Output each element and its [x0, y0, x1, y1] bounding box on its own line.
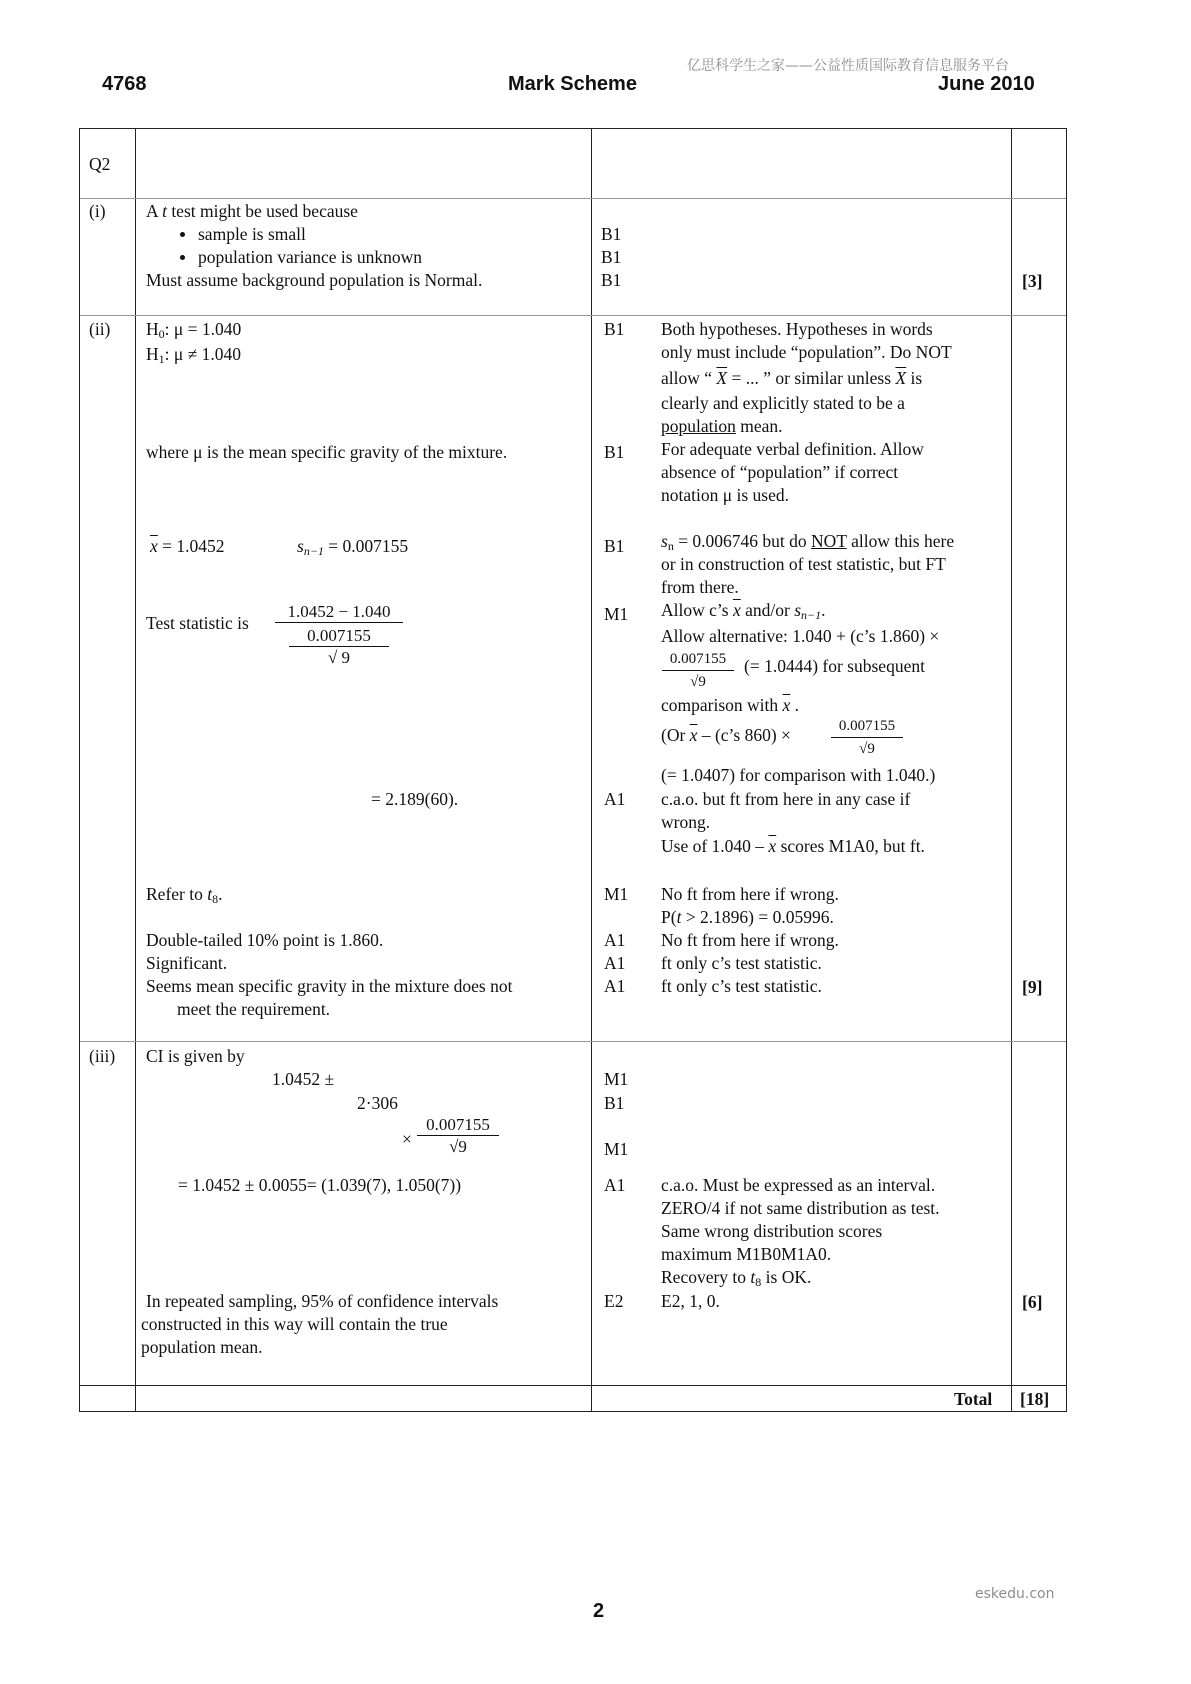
- comment: clearly and explicitly stated to be a: [661, 393, 905, 413]
- part-label: (i): [89, 201, 106, 221]
- test-statistic-label: Test statistic is: [146, 613, 249, 633]
- comment: allow “ $\overline{X}$ = ... ” or similar unless $\overline{X}$ is: [661, 368, 923, 388]
- comment: E2, 1, 0.: [661, 1291, 720, 1311]
- ci-intro: CI is given by: [146, 1046, 245, 1066]
- comment-fraction: [831, 716, 903, 760]
- comment: absence of “population” if correct: [661, 462, 899, 482]
- comment: c.a.o. Must be expressed as an interval.: [661, 1175, 936, 1195]
- part-total: [9]: [1022, 977, 1043, 997]
- comment: notation μ is used.: [661, 485, 789, 505]
- bullet-icon: [180, 255, 185, 260]
- comment: No ft from here if wrong.: [661, 884, 839, 904]
- total-label: Total: [954, 1389, 993, 1409]
- comment: Recovery to $t_8$ is OK.: [661, 1267, 812, 1289]
- sample-sd: $s_{n-1} = 0.007155$: [297, 536, 409, 558]
- comment: Allow alternative: 1.040 + (c’s 1.860) ×: [661, 626, 940, 646]
- comment: wrong.: [661, 812, 711, 832]
- part-label: (ii): [89, 319, 111, 339]
- fraction-denominator-denominator: √ 9: [327, 648, 351, 667]
- ci-result: = 1.0452 ± 0.0055= (1.039(7), 1.050(7)): [178, 1175, 462, 1195]
- comment: from there.: [661, 577, 739, 597]
- total-value: [18]: [1020, 1389, 1050, 1409]
- mark: A1: [604, 976, 626, 996]
- mark: M1: [604, 884, 629, 904]
- comment: P(t > 2.1896) = 0.05996.: [661, 907, 834, 927]
- comment: ZERO/4 if not same distribution as test.: [661, 1198, 940, 1218]
- mark: B1: [601, 270, 622, 290]
- mark: B1: [601, 247, 622, 267]
- interpretation-line-2: constructed in this way will contain the true: [141, 1314, 448, 1334]
- comment: No ft from here if wrong.: [661, 930, 839, 950]
- exam-date: June 2010: [938, 73, 1035, 95]
- mark: B1: [604, 442, 625, 462]
- comment: Same wrong distribution scores: [661, 1221, 883, 1241]
- row-divider: [80, 1041, 1066, 1042]
- part-i-intro: A t test might be used because: [146, 201, 358, 221]
- times-sign: ×: [402, 1129, 412, 1149]
- null-hypothesis: $H_0$: μ = 1.040: [146, 319, 242, 341]
- comment: Use of $1.040 - \overline{x}$ scores M1A0, but ft.: [661, 836, 925, 856]
- comment: (Or $\overline{x}$ – (c’s 860) ×: [661, 725, 791, 745]
- assumption: Must assume background population is Normal.: [146, 270, 483, 290]
- mark: M1: [604, 1139, 629, 1159]
- row-divider: [80, 315, 1066, 316]
- comment: Both hypotheses. Hypotheses in words: [661, 319, 933, 339]
- mark: A1: [604, 1175, 626, 1195]
- column-divider-1: [135, 128, 136, 1412]
- watermark-top: 亿思科学生之家——公益性质国际教育信息服务平台: [687, 58, 1009, 74]
- mark: A1: [604, 953, 626, 973]
- conclusion-line-2: meet the requirement.: [177, 999, 331, 1019]
- ci-fraction: [417, 1114, 499, 1158]
- mark: B1: [604, 1093, 625, 1113]
- row-divider: [80, 1385, 1066, 1386]
- significance: Significant.: [146, 953, 228, 973]
- conclusion-line-1: Seems mean specific gravity in the mixture does not: [146, 976, 513, 996]
- mark: A1: [604, 930, 626, 950]
- ci-centre: 1.0452 ±: [272, 1069, 335, 1089]
- document-title: Mark Scheme: [508, 73, 637, 95]
- paper-code: 4768: [102, 73, 147, 95]
- comment: population mean.: [661, 416, 783, 436]
- mark: A1: [604, 789, 626, 809]
- reason-1: sample is small: [198, 224, 306, 244]
- comment: c.a.o. but ft from here in any case if: [661, 789, 911, 809]
- row-divider: [80, 198, 1066, 199]
- comment: Allow c’s $\overline{x}$ and/or $s_{n-1}$.: [661, 600, 826, 622]
- fraction-numerator: 1.0452 − 1.040: [275, 601, 403, 623]
- fraction-numerator: 0.007155: [831, 716, 903, 738]
- test-statistic-value: = 2.189(60).: [371, 789, 459, 809]
- part-total: [3]: [1022, 271, 1043, 291]
- mark: B1: [604, 319, 625, 339]
- comment-fraction: [662, 649, 734, 693]
- comment: $s_n = 0.006746$ but do NOT allow this here: [661, 531, 955, 553]
- page-number: 2: [593, 1600, 605, 1622]
- fraction-denominator: √9: [859, 741, 875, 757]
- comment: only must include “population”. Do NOT: [661, 342, 952, 362]
- test-statistic-fraction: [275, 601, 403, 669]
- critical-value: Double-tailed 10% point is 1.860.: [146, 930, 384, 950]
- mark: M1: [604, 1069, 629, 1089]
- fraction-denominator: √9: [690, 674, 706, 690]
- fraction-numerator: 0.007155: [417, 1114, 499, 1136]
- comment: ft only c’s test statistic.: [661, 953, 822, 973]
- comment: ft only c’s test statistic.: [661, 976, 822, 996]
- mu-definition: where μ is the mean specific gravity of the mixture.: [146, 442, 508, 462]
- comment: maximum M1B0M1A0.: [661, 1244, 832, 1264]
- comment: (= 1.0444) for subsequent: [744, 656, 925, 676]
- ci-critical-value: 2·306: [357, 1093, 398, 1113]
- mark: M1: [604, 604, 629, 624]
- part-label: (iii): [89, 1046, 116, 1066]
- question-label: Q2: [89, 154, 111, 174]
- comment: (= 1.0407) for comparison with 1.040.): [661, 765, 936, 785]
- fraction-denominator-numerator: 0.007155: [289, 625, 389, 647]
- bullet-icon: [180, 232, 185, 237]
- mark: B1: [601, 224, 622, 244]
- alternative-hypothesis: $H_1$: μ ≠ 1.040: [146, 344, 241, 366]
- comment: For adequate verbal definition. Allow: [661, 439, 924, 459]
- column-divider-3: [1011, 128, 1012, 1412]
- mark: E2: [604, 1291, 624, 1311]
- part-total: [6]: [1022, 1292, 1043, 1312]
- comment: or in construction of test statistic, but FT: [661, 554, 946, 574]
- fraction-denominator: √9: [449, 1137, 467, 1156]
- interpretation-line-3: population mean.: [141, 1337, 263, 1357]
- column-divider-2: [591, 128, 592, 1412]
- interpretation-line-1: In repeated sampling, 95% of confidence intervals: [146, 1291, 499, 1311]
- refer-distribution: Refer to $t_8$.: [146, 884, 223, 906]
- mark: B1: [604, 536, 625, 556]
- fraction-numerator: 0.007155: [662, 649, 734, 671]
- reason-2: population variance is unknown: [198, 247, 423, 267]
- watermark-bottom: eskedu.con: [975, 1586, 1055, 1602]
- comment: comparison with $\overline{x}$ .: [661, 695, 800, 715]
- sample-mean: $\overline{x} = 1.0452$: [150, 536, 225, 556]
